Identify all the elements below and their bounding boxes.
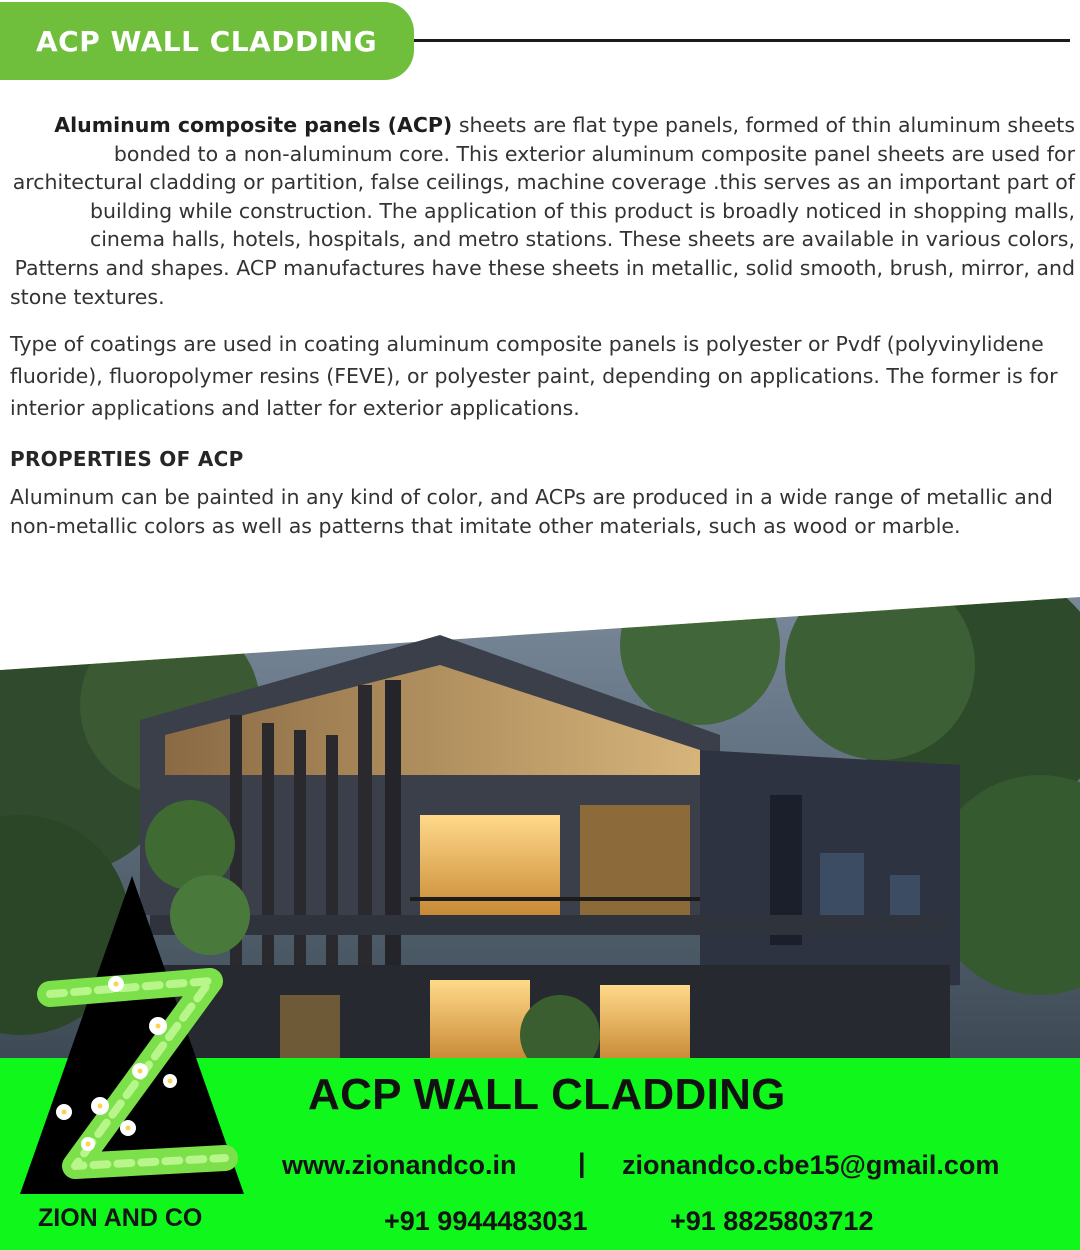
email-link[interactable]: zionandco.cbe15@gmail.com	[622, 1150, 1000, 1180]
intro-lead: Aluminum composite panels (ACP)	[54, 113, 453, 137]
website-link[interactable]: www.zionandco.in	[282, 1150, 517, 1180]
phone-number-1[interactable]: +91 9944483031	[384, 1206, 588, 1236]
footer-title: ACP WALL CLADDING	[308, 1070, 786, 1119]
logo-emblem-icon	[20, 876, 244, 1196]
company-logo	[20, 876, 244, 1196]
coatings-paragraph: Type of coatings are used in coating aluminum composite panels is polyester or Pvdf (polyvinylidene fluoride), fluoropolymer resins (FEVE), or polyester paint, depending on applications. The former is for interior applications and latter for exterior applications.	[10, 332, 1058, 420]
properties-heading: PROPERTIES OF ACP	[10, 447, 244, 471]
properties-paragraph: Aluminum can be painted in any kind of color, and ACPs are produced in a wide range of metallic and non-metallic colors as well as patterns that imitate other materials, such as wood or marble.	[10, 485, 1053, 538]
page-title: ACP WALL CLADDING	[36, 24, 378, 58]
page-title-tab	[0, 2, 414, 80]
intro-paragraph	[10, 111, 1075, 311]
contact-separator: |	[578, 1148, 586, 1178]
company-name: ZION AND CO	[38, 1204, 203, 1232]
title-divider	[414, 39, 1070, 42]
intro-body: sheets are flat type panels, formed of thin aluminum sheets bonded to a non-aluminum core. This exterior aluminum composite panel sheets are used for architectural cladding or partition, false ceilings, machine coverage .this serves as an important part of building while construction. The application of this product is broadly noticed in shopping malls, cinema halls, hotels, hospitals, and metro stations. These sheets are available in various colors, Patterns and shapes. ACP manufactures have these sheets in metallic, solid smooth, brush, mirror, and stone textures.	[10, 113, 1075, 309]
phone-number-2[interactable]: +91 8825803712	[670, 1206, 874, 1236]
